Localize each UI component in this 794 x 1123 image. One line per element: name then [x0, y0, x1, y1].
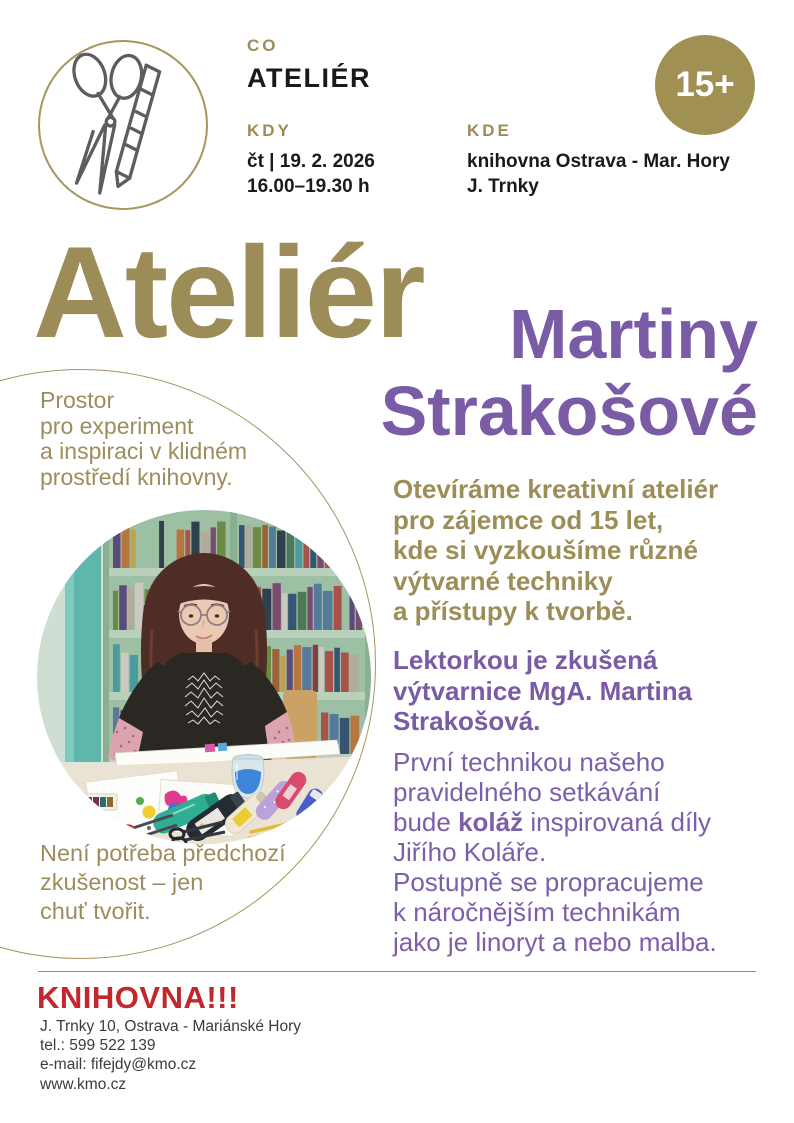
header-what: [247, 36, 371, 94]
where-street: J. Trnky: [467, 176, 539, 197]
description-line: výtvarné techniky: [393, 565, 613, 596]
technique-line-inline: bude koláž inspirovaná díly: [393, 807, 711, 837]
lecturer-name-line: Strakošové: [380, 372, 758, 450]
contact-email: e-mail: fifejdy@kmo.cz: [40, 1056, 197, 1074]
technique-line: Postupně se propracujeme: [393, 867, 704, 897]
what-label: CO: [247, 36, 279, 55]
description-line: pro zájemce od 15 let,: [393, 504, 664, 535]
outro-line: Není potřeba předchozí: [40, 840, 286, 866]
intro-line: prostředí knihovny.: [40, 463, 233, 490]
library-brand-logo: KNIHOVNA!!!: [37, 980, 239, 1015]
description-line: Otevíráme kreativní ateliér: [393, 474, 719, 504]
description-paragraph: [393, 474, 718, 627]
intro-line: pro experiment: [40, 412, 194, 439]
where-branch: knihovna Ostrava - Mar. Hory: [467, 151, 730, 172]
intro-text: [40, 388, 247, 490]
technique-line: Jiřího Koláře.: [393, 837, 547, 867]
lecturer-photo: [37, 510, 371, 844]
lecturer-name-title: [381, 296, 758, 450]
outro-text: [40, 839, 286, 926]
intro-line: a inspiraci v klidném: [40, 438, 248, 464]
lecturer-line: výtvarnice MgA. Martina: [393, 675, 693, 706]
technique-line: k náročnějším technikám: [393, 897, 681, 927]
intro-line: Prostor: [40, 387, 115, 413]
page-title: Ateliér: [33, 219, 424, 365]
when-label: KDY: [247, 121, 292, 140]
contact-phone: tel.: 599 522 139: [40, 1037, 156, 1055]
lecturer-name-line: Martiny: [509, 295, 758, 373]
where-label: KDE: [467, 121, 512, 140]
header-when: [247, 121, 375, 199]
technique-line: pravidelného setkávání: [393, 777, 661, 807]
description-line: kde si vyzkoušíme různé: [393, 535, 698, 565]
technique-line: První technikou našeho: [393, 747, 665, 777]
lecturer-photo-illustration: [37, 510, 371, 844]
lecturer-paragraph: [393, 645, 692, 737]
technique-paragraph: [393, 747, 717, 957]
lecturer-line: Strakošová.: [393, 706, 541, 736]
outro-line: chuť tvořit.: [40, 898, 151, 924]
contact-web: www.kmo.cz: [40, 1075, 127, 1093]
description-line: a přístupy k tvorbě.: [393, 596, 633, 626]
age-limit-badge: [655, 35, 755, 135]
contact-block: [40, 1017, 301, 1094]
outro-line: zkušenost – jen: [40, 869, 204, 895]
what-value: ATELIÉR: [247, 63, 371, 93]
highlighted-word: koláž: [458, 807, 524, 837]
footer-divider: [38, 971, 756, 972]
scissors-and-pencil-icon: [40, 42, 206, 208]
age-badge-text: 15+: [675, 65, 735, 104]
technique-line: jako je linoryt a nebo malba.: [393, 927, 717, 957]
lecturer-line: Lektorkou je zkušená: [393, 645, 658, 675]
contact-address: J. Trnky 10, Ostrava - Mariánské Hory: [40, 1018, 301, 1035]
when-date: čt | 19. 2. 2026: [247, 151, 375, 172]
logo-circle: [38, 40, 208, 210]
when-time: 16.00–19.30 h: [247, 176, 370, 197]
